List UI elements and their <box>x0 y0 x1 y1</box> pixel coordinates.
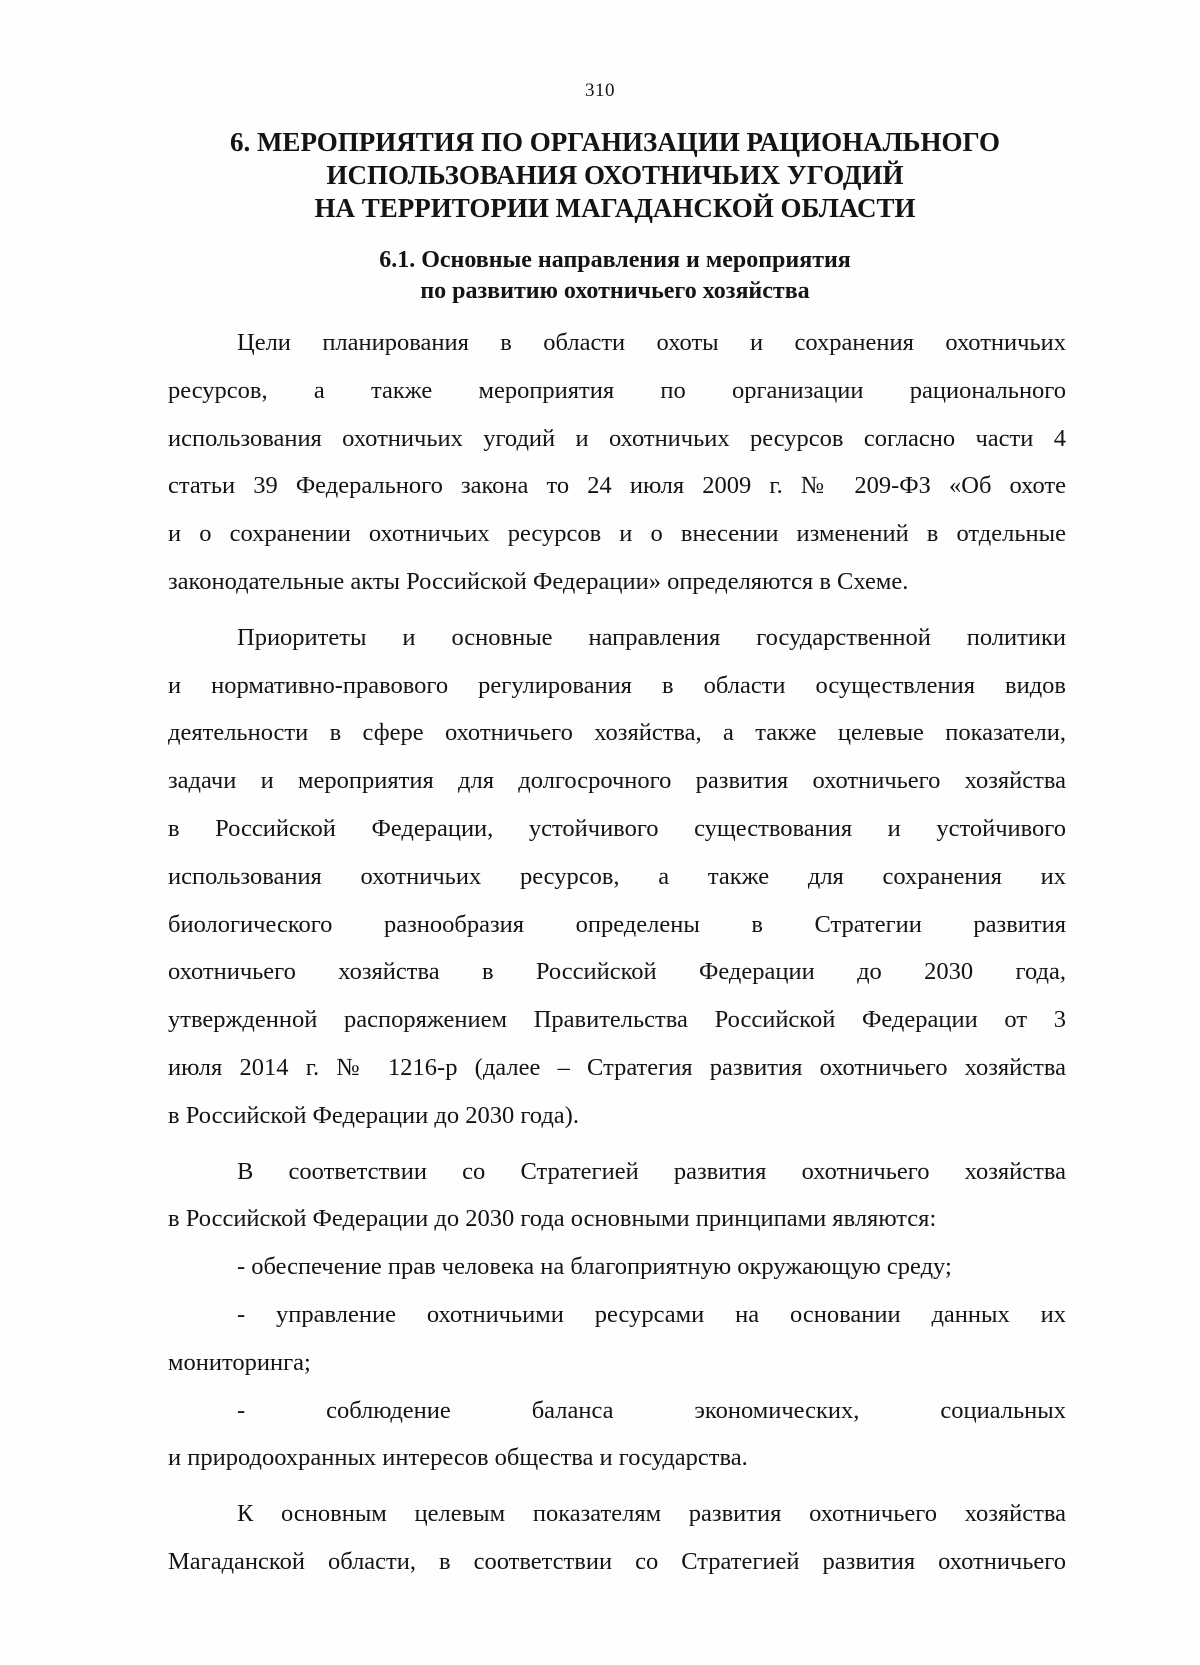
text-line: утвержденной распоряжением Правительства Российской Федерации от 3 <box>168 1006 1066 1034</box>
section-heading <box>150 126 1080 225</box>
text-line: Цели планирования в области охоты и сохранения охотничьих <box>237 329 1066 356</box>
text-line: деятельности в сфере охотничьего хозяйства, а также целевые показатели, <box>168 719 1066 747</box>
text-line: статьи 39 Федерального закона то 24 июля 2009 г. № 209-ФЗ «Об охоте <box>168 472 1066 500</box>
text-line: и нормативно-правового регулирования в области осуществления видов <box>168 671 1066 699</box>
text-line: задачи и мероприятия для долгосрочного развития охотничьего хозяйства <box>168 767 1066 795</box>
page-number: 310 <box>585 80 615 101</box>
subsection-heading <box>200 245 1030 307</box>
text-line: ресурсов, а также мероприятия по организации рационального <box>168 376 1066 404</box>
text-line: использования охотничьих ресурсов, а также для сохранения их <box>168 862 1066 890</box>
text-line: - обеспечение прав человека на благоприятную окружающую среду; <box>237 1253 952 1281</box>
text-line: мониторинга; <box>168 1348 311 1376</box>
text-line: и природоохранных интересов общества и государства. <box>168 1444 748 1472</box>
subsection-heading-line: по развитию охотничьего хозяйства <box>420 278 810 304</box>
list-item <box>168 1243 1066 1291</box>
paragraph <box>168 1148 1066 1244</box>
text-line: в Российской Федерации, устойчивого существования и устойчивого <box>168 814 1066 842</box>
list-item <box>168 1387 1066 1483</box>
text-line: использования охотничьих угодий и охотничьих ресурсов согласно части 4 <box>168 424 1066 452</box>
text-line: законодательные акты Российской Федерации» определяются в Схеме. <box>168 567 909 595</box>
text-line: охотничьего хозяйства в Российской Федерации до 2030 года, <box>168 958 1066 986</box>
text-line: в Российской Федерации до 2030 года основными принципами являются: <box>168 1205 937 1233</box>
text-line: биологического разнообразия определены в Стратегии развития <box>168 910 1066 938</box>
text-line: и о сохранении охотничьих ресурсов и о внесении изменений в отдельные <box>168 520 1066 548</box>
text-line: К основным целевым показателям развития охотничьего хозяйства <box>237 1500 1066 1528</box>
paragraph <box>168 614 1066 1140</box>
text-line: июля 2014 г. № 1216-р (далее – Стратегия развития охотничьего хозяйства <box>168 1053 1066 1081</box>
section-heading-line: ИСПОЛЬЗОВАНИЯ ОХОТНИЧЬИХ УГОДИЙ <box>326 160 904 190</box>
text-line: - соблюдение баланса экономических, социальных <box>237 1396 1066 1424</box>
list-item <box>168 1291 1066 1387</box>
text-line: В соответствии со Стратегией развития охотничьего хозяйства <box>237 1157 1066 1185</box>
paragraph <box>168 1490 1066 1586</box>
body-text <box>168 319 1066 1586</box>
subsection-heading-line: 6.1. Основные направления и мероприятия <box>379 247 851 273</box>
text-line: Приоритеты и основные направления государственной политики <box>237 623 1066 651</box>
paragraph <box>168 319 1066 606</box>
text-line: - управление охотничьими ресурсами на основании данных их <box>237 1300 1066 1328</box>
section-heading-line: НА ТЕРРИТОРИИ МАГАДАНСКОЙ ОБЛАСТИ <box>314 193 916 223</box>
section-heading-line: 6. МЕРОПРИЯТИЯ ПО ОРГАНИЗАЦИИ РАЦИОНАЛЬНОГО <box>229 127 1001 157</box>
text-line: Магаданской области, в соответствии со Стратегией развития охотничьего <box>168 1547 1066 1575</box>
text-line: в Российской Федерации до 2030 года). <box>168 1101 579 1129</box>
